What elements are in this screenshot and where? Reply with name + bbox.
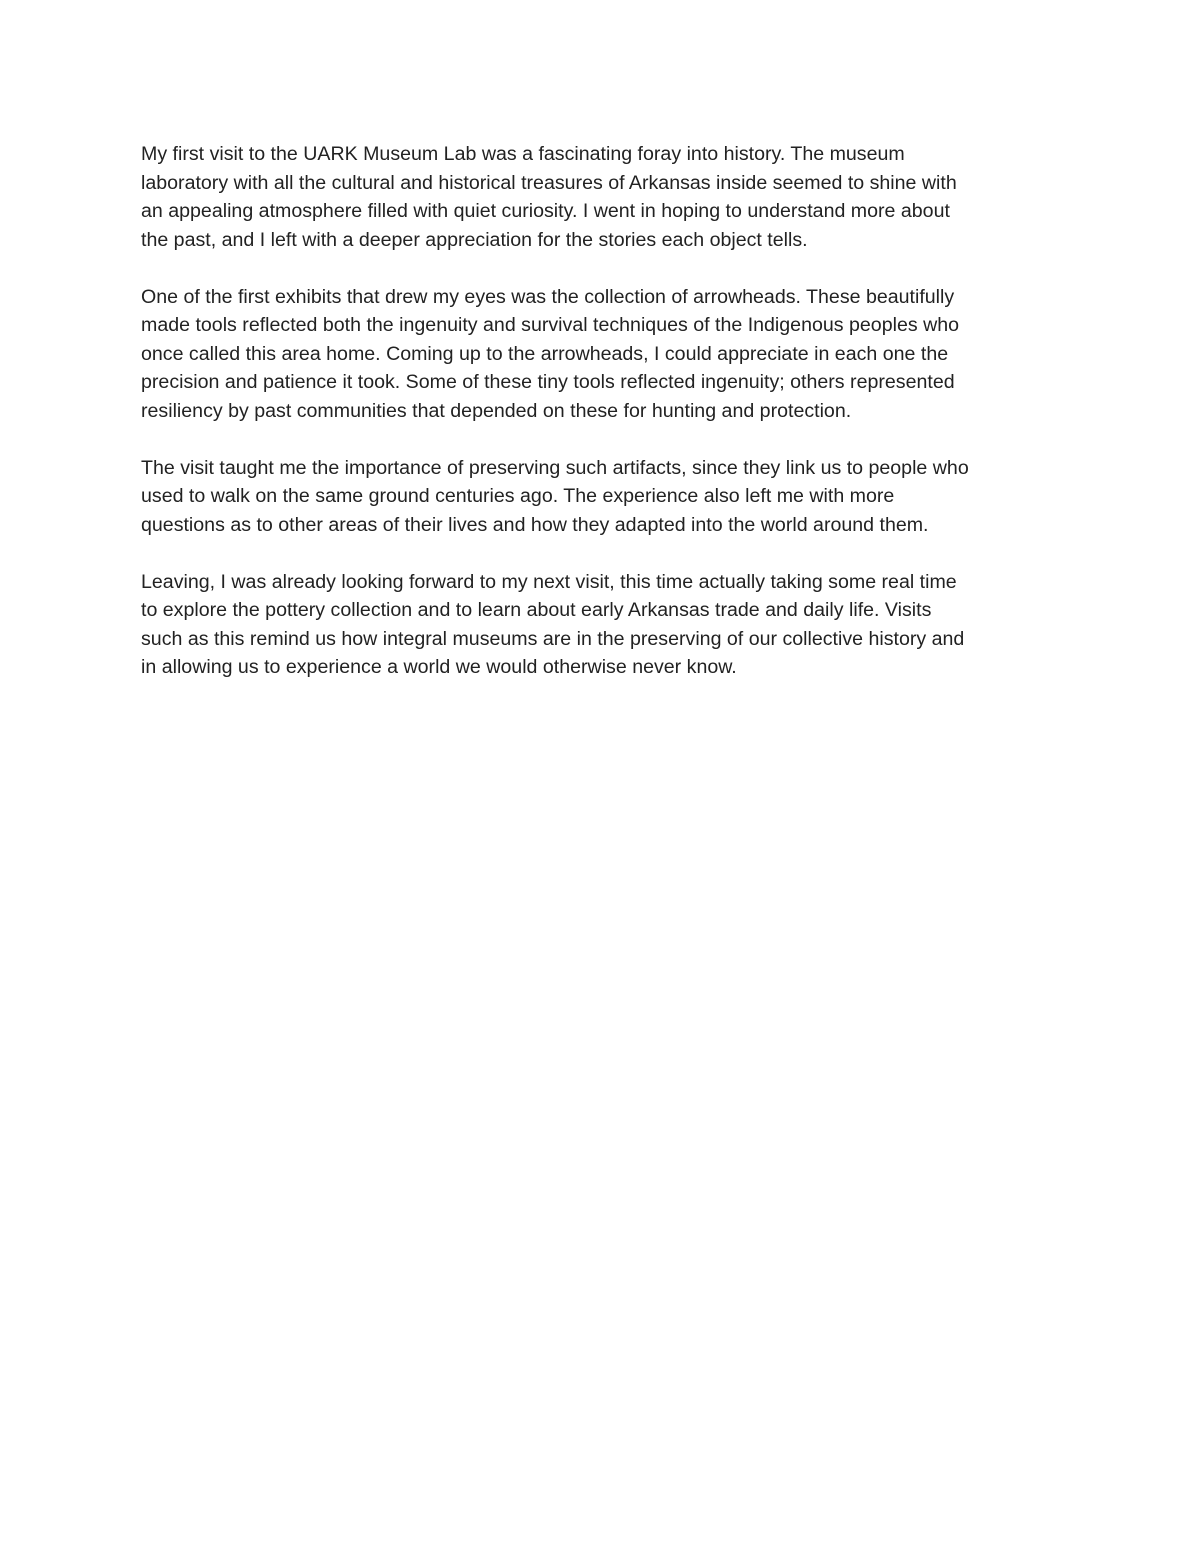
document-body	[141, 140, 1071, 710]
text-line: to explore the pottery collection and to learn about early Arkansas trade and daily life. Visits	[141, 599, 932, 621]
text-line: resiliency by past communities that depended on these for hunting and protection.	[141, 399, 852, 422]
text-line: questions as to other areas of their lives and how they adapted into the world around them.	[141, 513, 929, 536]
paragraph-1	[141, 140, 1071, 254]
text-line: the past, and I left with a deeper appreciation for the stories each object tells.	[141, 228, 808, 251]
paragraph-4	[141, 568, 1071, 682]
paragraph-2	[141, 283, 1071, 426]
text-line: The visit taught me the importance of preserving such artifacts, since they link us to people who	[141, 456, 969, 479]
text-line: once called this area home. Coming up to the arrowheads, I could appreciate in each one the	[141, 342, 949, 365]
text-line: such as this remind us how integral museums are in the preserving of our collective history and	[141, 627, 965, 650]
text-line: One of the first exhibits that drew my eyes was the collection of arrowheads. These beautifully	[141, 285, 955, 308]
paragraph-3	[141, 454, 1071, 540]
text-line: laboratory with all the cultural and historical treasures of Arkansas inside seemed to shine with	[141, 171, 957, 194]
text-line: precision and patience it took. Some of these tiny tools reflected ingenuity; others represented	[141, 371, 955, 393]
text-line: made tools reflected both the ingenuity and survival techniques of the Indigenous peoples who	[141, 314, 960, 336]
text-line: Leaving, I was already looking forward to my next visit, this time actually taking some real time	[141, 570, 957, 593]
text-line: in allowing us to experience a world we would otherwise never know.	[141, 656, 737, 678]
text-line: My first visit to the UARK Museum Lab was a fascinating foray into history. The museum	[141, 143, 905, 165]
text-line: used to walk on the same ground centuries ago. The experience also left me with more	[141, 485, 895, 507]
text-line: an appealing atmosphere filled with quiet curiosity. I went in hoping to understand more about	[141, 200, 950, 222]
